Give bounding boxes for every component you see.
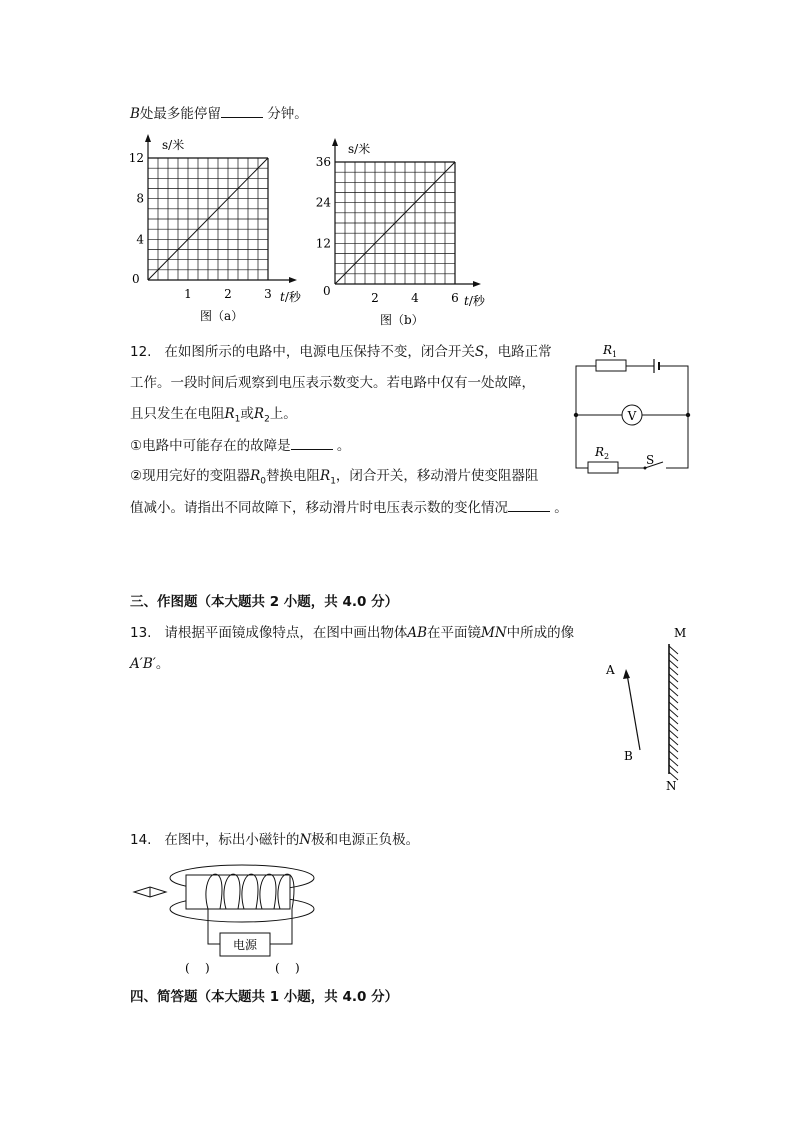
q11-text-after: 分钟。	[267, 106, 308, 122]
switch-label: S	[646, 453, 655, 467]
hatch-line	[669, 744, 678, 752]
graph-b-caption: 图（b）	[380, 313, 424, 327]
hatch-line	[669, 765, 678, 773]
hatch-line	[669, 709, 678, 717]
graph-a-y-tick-label: 8	[136, 191, 144, 206]
voltmeter-label: V	[627, 409, 637, 423]
q13-number: 13.	[130, 625, 152, 641]
section-4-heading: 四、简答题（本大题共 1 小题，共 4.0 分）	[130, 989, 399, 1005]
circuit-wire	[659, 366, 688, 415]
graph-b-y-tick-label: 12	[315, 236, 331, 251]
graph-a-x-tick-label: 1	[184, 287, 192, 301]
graph-b-y-tick-label: 36	[315, 155, 331, 169]
graph-b-x-tick-label: 2	[371, 291, 379, 305]
q12-text: 且只发生在电阻	[130, 406, 225, 422]
q12-line-6	[130, 498, 568, 517]
hatch-line	[669, 653, 678, 661]
left-terminal-bracket[interactable]: ( )	[185, 961, 210, 975]
mirror-n-label: N	[666, 779, 677, 793]
object-arrowhead	[623, 669, 630, 679]
object-ab-arrow	[627, 674, 640, 750]
graph-a-x-arrow	[289, 277, 297, 283]
q12-line-1	[130, 343, 552, 361]
mirror-mn-symbol: MN	[481, 625, 507, 641]
q14-text: 在图中，标出小磁针的	[164, 832, 300, 848]
switch-s-symbol: S	[474, 344, 485, 360]
circuit-diagram	[570, 340, 700, 480]
q12-text: ①电路中可能存在的故障是	[130, 438, 291, 454]
graph-b-x-unit: t/秒	[464, 294, 485, 308]
q13-text: 。	[155, 656, 170, 672]
hatch-line	[669, 667, 678, 675]
hatch-line	[669, 660, 678, 668]
q12-line-5	[130, 467, 538, 491]
q14-text: 极和电源正负极。	[311, 832, 420, 848]
r2-symbol: R	[253, 406, 265, 422]
power-source-label: 电源	[232, 938, 258, 952]
q12-line-2: 工作。一段时间后观察到电压表示数变大。若电路中仅有一处故障，	[130, 375, 535, 391]
hatch-line	[669, 646, 678, 654]
circuit-wire-left	[208, 909, 220, 944]
graph-b-y-tick-label: 24	[315, 195, 331, 210]
hatch-line	[669, 751, 678, 759]
circuit-wire	[666, 415, 688, 468]
graph-b	[310, 134, 490, 334]
graph-b-y-label: s/米	[348, 142, 371, 156]
hatch-line	[669, 730, 678, 738]
hatch-line	[669, 695, 678, 703]
hatch-line	[669, 716, 678, 724]
q12-answer-blank-1[interactable]	[291, 436, 333, 450]
q12-answer-blank-2[interactable]	[508, 498, 550, 512]
q12-text: 。	[554, 500, 568, 516]
q12-text: 或	[240, 406, 254, 422]
n-pole-symbol: N	[299, 832, 312, 848]
mirror-hatching	[669, 646, 678, 780]
mirror-figure	[596, 622, 706, 797]
q11-text-before: 处最多能停留	[139, 106, 221, 122]
resistor-r2	[588, 462, 618, 473]
graph-a	[120, 130, 300, 330]
q12-line-3	[130, 405, 297, 429]
point-b-label: B	[624, 749, 633, 763]
r1-symbol: R	[224, 406, 235, 422]
graph-a-y-arrow	[145, 134, 151, 142]
q13-text: 在平面镜	[427, 625, 482, 641]
q13-text: 请根据平面镜成像特点，在图中画出物体	[164, 625, 408, 641]
r1-subscript: 1	[234, 414, 241, 425]
hatch-line	[669, 758, 678, 766]
hatch-line	[669, 681, 678, 689]
point-a-label: A	[606, 663, 615, 677]
q11-answer-blank[interactable]	[221, 104, 263, 118]
mirror-m-label: M	[674, 626, 687, 640]
graph-a-caption: 图（a）	[200, 309, 244, 323]
hatch-line	[669, 702, 678, 710]
r2-label: $R_2$	[595, 445, 610, 461]
section-3-heading: 三、作图题（本大题共 2 小题，共 4.0 分）	[130, 594, 399, 610]
graph-a-origin: 0	[132, 272, 140, 286]
solenoid-figure	[130, 858, 350, 983]
graph-b-y-arrow	[332, 138, 338, 146]
r0-subscript: 0	[260, 476, 267, 487]
q12-text: 替换电阻	[266, 468, 321, 484]
q13-line-1	[130, 624, 574, 642]
r1-symbol: R	[320, 468, 331, 484]
graph-a-x-unit: t/秒	[280, 290, 301, 304]
point-b-label: B	[130, 106, 140, 122]
hatch-line	[669, 723, 678, 731]
r0-symbol: R	[250, 468, 261, 484]
graph-b-x-arrow	[473, 281, 481, 287]
circuit-wire-right	[270, 909, 292, 944]
object-ab-symbol: AB	[407, 625, 428, 641]
graph-a-y-tick-label: 4	[136, 232, 144, 247]
q13-text: 中所成的像	[506, 625, 575, 641]
graph-b-origin: 0	[323, 284, 331, 298]
q12-text: 在如图所示的电路中，电源电压保持不变，闭合开关	[164, 344, 475, 360]
right-terminal-bracket[interactable]: ( )	[275, 961, 300, 975]
q14-line-1	[130, 831, 419, 849]
resistor-r1	[596, 360, 626, 371]
circuit-top-wire	[576, 366, 596, 415]
circuit-wire	[576, 415, 588, 468]
graph-a-x-tick-label: 2	[224, 287, 232, 301]
q13-line-2	[130, 655, 169, 673]
hatch-line	[669, 737, 678, 745]
r2-subscript: 2	[264, 414, 270, 425]
hatch-line	[669, 688, 678, 696]
r1-label: $R_1$	[603, 343, 618, 359]
q12-text: 。	[336, 438, 351, 454]
r1-subscript: 1	[330, 476, 336, 487]
q12-number: 12.	[130, 344, 152, 360]
image-ab-symbol: A′B′	[130, 656, 156, 672]
hatch-line	[669, 674, 678, 682]
q12-text: ，电路正常	[484, 344, 552, 360]
q12-line-4	[130, 436, 350, 455]
q12-text: 上。	[269, 406, 297, 422]
q14-number: 14.	[130, 832, 152, 848]
graph-b-x-tick-label: 4	[411, 291, 419, 305]
q11-tail-line	[130, 104, 308, 123]
graph-a-y-label: s/米	[162, 138, 185, 152]
graph-a-y-tick-label: 12	[128, 151, 144, 165]
q12-text: 值减小。请指出不同故障下，移动滑片时电压表示数的变化情况	[130, 500, 508, 516]
graph-b-x-tick-label: 6	[451, 291, 459, 305]
graph-a-x-tick-label: 3	[264, 287, 272, 301]
q12-text: ②现用完好的变阻器	[130, 468, 251, 484]
q12-text: ，闭合开关，移动滑片使变阻器阻	[335, 468, 539, 484]
